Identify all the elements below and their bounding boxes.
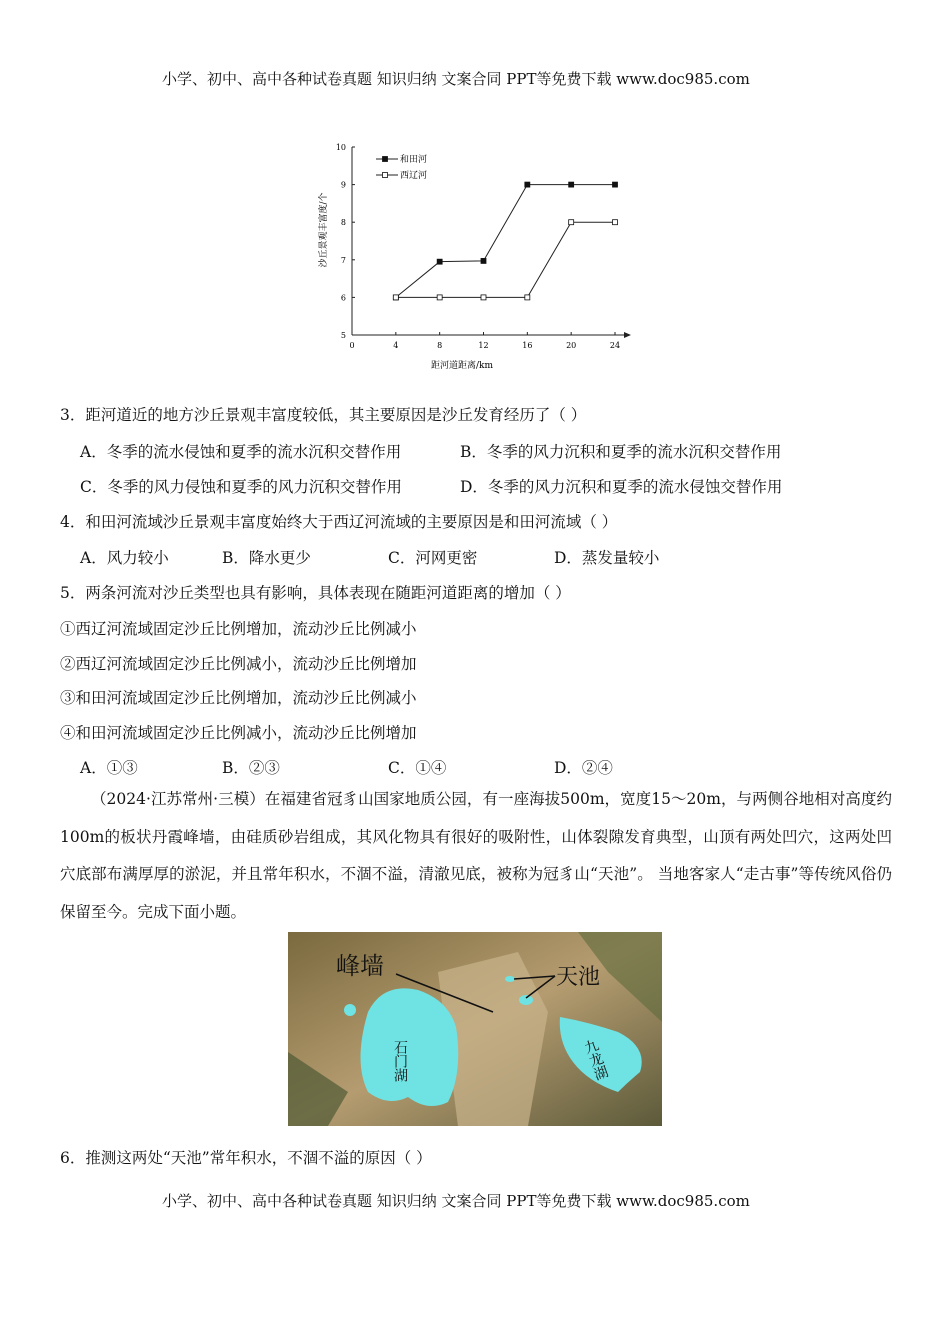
data-point-0-5 bbox=[613, 182, 618, 187]
q5-option-a: A．①③ bbox=[80, 759, 138, 777]
series-line-0 bbox=[396, 185, 615, 298]
q4-option-b: B．降水更少 bbox=[222, 549, 311, 567]
data-point-1-1 bbox=[437, 295, 442, 300]
data-point-0-3 bbox=[525, 182, 530, 187]
question-6-stem: 6．推测这两处“天池”常年积水，不涸不溢的原因（ ） bbox=[60, 1149, 432, 1167]
tianchi-pool-1 bbox=[505, 976, 515, 982]
y-tick-label: 8 bbox=[340, 218, 346, 228]
q5-option-c: C．①④ bbox=[388, 759, 447, 777]
q3-option-d: D．冬季的风力沉积和夏季的流水侵蚀交替作用 bbox=[460, 478, 783, 496]
y-tick-label: 7 bbox=[340, 255, 346, 265]
q5-item-1: ①西辽河流域固定沙丘比例增加，流动沙丘比例减小 bbox=[60, 620, 417, 638]
legend-marker-1 bbox=[383, 173, 388, 178]
q4-option-c: C．河网更密 bbox=[388, 549, 478, 567]
q3-option-a: A．冬季的流水侵蚀和夏季的流水沉积交替作用 bbox=[80, 443, 402, 461]
data-point-0-2 bbox=[481, 258, 486, 263]
data-point-1-4 bbox=[569, 220, 574, 225]
data-point-1-3 bbox=[525, 295, 530, 300]
x-tick-label: 4 bbox=[393, 341, 399, 350]
y-tick-label: 10 bbox=[335, 143, 346, 152]
x-tick-label: 16 bbox=[522, 341, 533, 350]
legend-marker-0 bbox=[383, 157, 388, 162]
label-wall: 峰墙 bbox=[336, 952, 384, 980]
line-chart bbox=[310, 135, 640, 375]
data-point-1-0 bbox=[393, 295, 398, 300]
terrain-map-image bbox=[288, 932, 662, 1126]
x-tick-label: 24 bbox=[609, 341, 621, 350]
legend-label-1: 西辽河 bbox=[400, 171, 428, 181]
y-tick-label: 9 bbox=[340, 180, 346, 190]
x-axis-label: 距河道距离/km bbox=[430, 361, 494, 371]
y-tick-label: 6 bbox=[340, 293, 346, 303]
y-tick-label: 5 bbox=[340, 331, 346, 340]
data-point-0-1 bbox=[437, 259, 442, 264]
x-tick-label: 20 bbox=[566, 341, 577, 350]
lake-shimen bbox=[361, 988, 459, 1106]
small-pond bbox=[344, 1004, 356, 1016]
page-header: 小学、初中、高中各种试卷真题 知识归纳 文案合同 PPT等免费下载 www.doc985.com bbox=[162, 70, 750, 88]
q3-option-b: B．冬季的风力沉积和夏季的流水沉积交替作用 bbox=[460, 443, 782, 461]
label-jiulong: 九龙湖 bbox=[580, 1037, 610, 1083]
question-5-stem: 5．两条河流对沙丘类型也具有影响，具体表现在随距河道距离的增加（ ） bbox=[60, 584, 571, 602]
question-3-stem: 3．距河道近的地方沙丘景观丰富度较低，其主要原因是沙丘发育经历了（ ） bbox=[60, 406, 587, 424]
q5-item-3: ③和田河流域固定沙丘比例增加，流动沙丘比例减小 bbox=[60, 689, 417, 707]
q5-item-2: ②西辽河流域固定沙丘比例减小，流动沙丘比例增加 bbox=[60, 655, 417, 673]
x-tick-label: 12 bbox=[478, 341, 489, 350]
x-axis-arrow bbox=[624, 332, 631, 338]
passage: （2024·江苏常州·三模）在福建省冠豸山国家地质公园，有一座海拔500m，宽度15～20m，与两侧谷地相对高度约100m的板状丹霞峰墙，由硅质砂岩组成，其风化物具有很好的吸附性，山体裂隙发育典型，山顶有两处凹穴，这两处凹穴底部布满厚厚的淤泥，并且常年积水，不涸不溢，清澈见底，被称为冠豸山“天池”。 当地客家人“走古事”等传统风俗仍保留至今。完成下面小题。 bbox=[60, 790, 892, 921]
q5-item-4: ④和田河流域固定沙丘比例减小，流动沙丘比例增加 bbox=[60, 724, 417, 742]
tianchi-pool-2 bbox=[519, 995, 533, 1005]
label-pool: 天池 bbox=[556, 965, 601, 990]
data-point-1-2 bbox=[481, 295, 486, 300]
x-tick-label: 8 bbox=[437, 341, 443, 350]
y-axis-label: 沙丘景观丰富度/个 bbox=[319, 192, 329, 268]
legend-label-0: 和田河 bbox=[400, 155, 428, 165]
page-footer: 小学、初中、高中各种试卷真题 知识归纳 文案合同 PPT等免费下载 www.doc985.com bbox=[162, 1192, 750, 1210]
q4-option-d: D．蒸发量较小 bbox=[554, 549, 660, 567]
q3-option-c: C．冬季的风力侵蚀和夏季的风力沉积交替作用 bbox=[80, 478, 402, 496]
q5-option-d: D．②④ bbox=[554, 759, 613, 777]
data-point-0-4 bbox=[569, 182, 574, 187]
q4-option-a: A．风力较小 bbox=[80, 549, 169, 567]
question-4-stem: 4．和田河流域沙丘景观丰富度始终大于西辽河流域的主要原因是和田河流域（ ） bbox=[60, 513, 618, 531]
x-tick-label: 0 bbox=[349, 341, 355, 350]
q5-option-b: B．②③ bbox=[222, 759, 280, 777]
data-point-1-5 bbox=[613, 220, 618, 225]
label-shimen: 石门湖 bbox=[392, 1040, 408, 1082]
series-line-1 bbox=[396, 222, 615, 297]
